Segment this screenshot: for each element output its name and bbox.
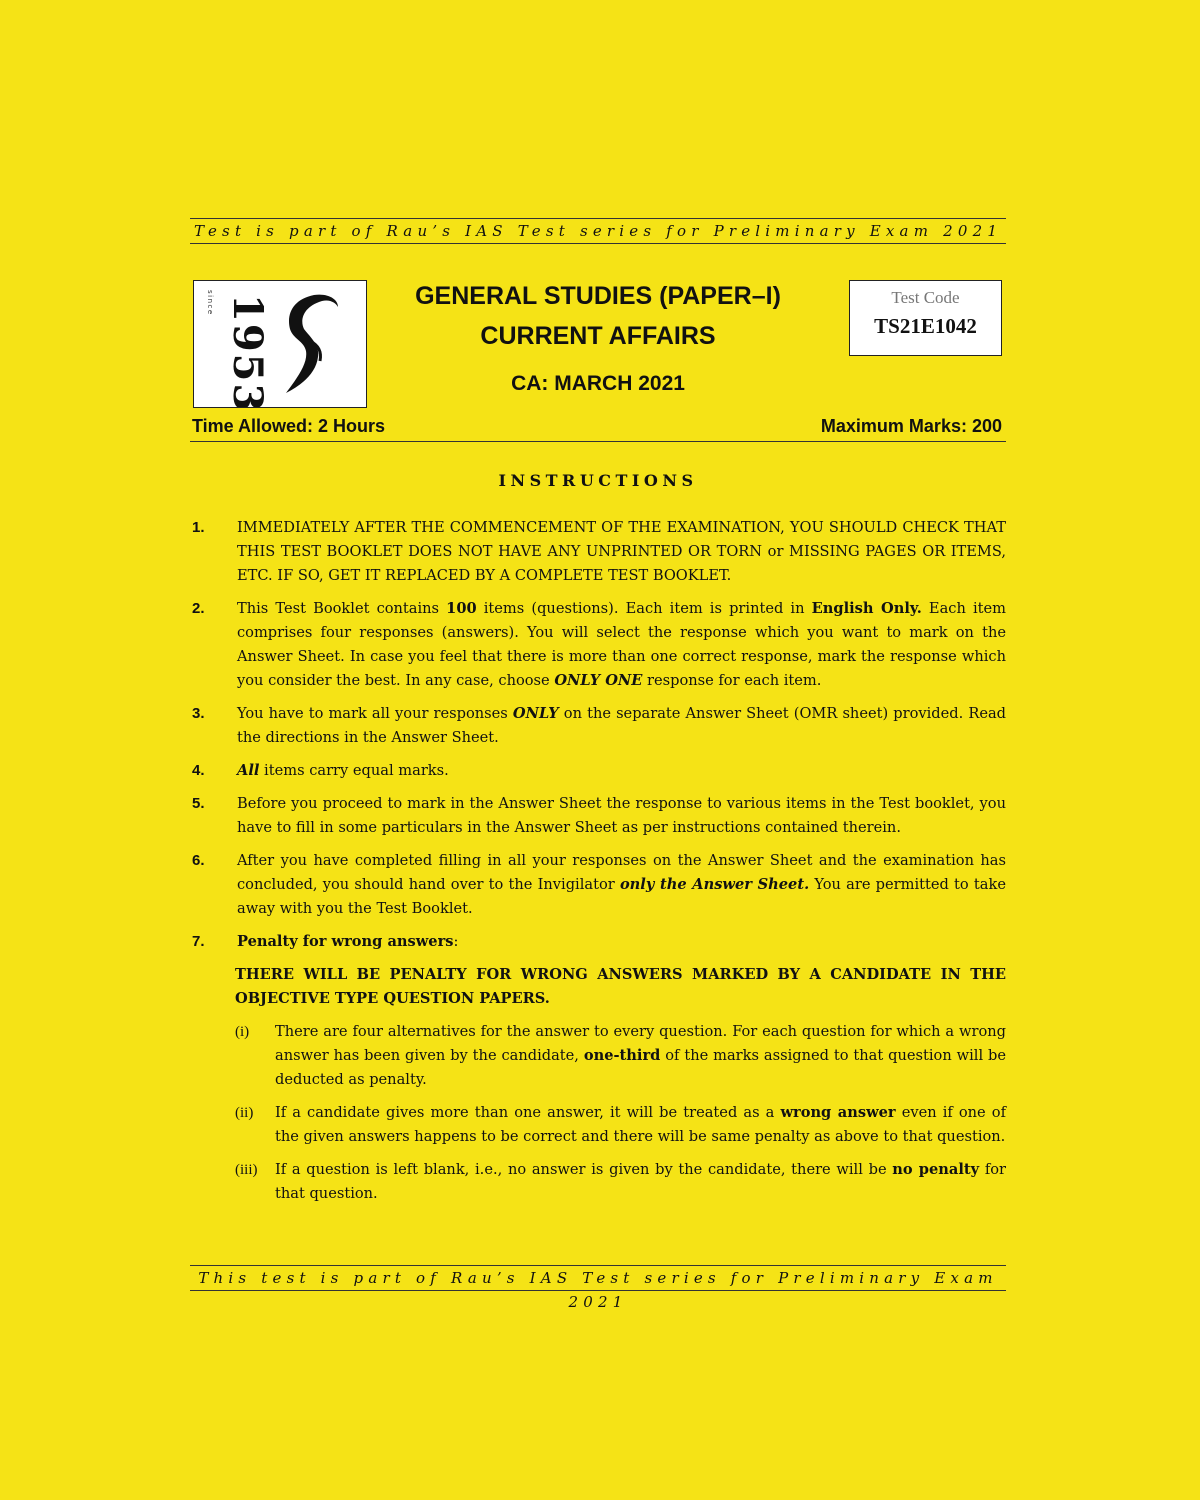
time-allowed: Time Allowed: 2 Hours xyxy=(192,416,386,436)
exam-cover xyxy=(190,218,1006,1215)
paper-subject: CURRENT AFFAIRS xyxy=(480,322,716,350)
sub-item xyxy=(235,1020,1006,1092)
header xyxy=(190,280,1006,445)
sub-item-text: If a question is left blank, i.e., no answer is given by the candidate, there will be no penalty for that question. xyxy=(275,1161,1006,1202)
sub-item xyxy=(235,1101,1006,1149)
sub-item-number: (iii) xyxy=(235,1162,258,1178)
list-item xyxy=(190,516,1006,588)
sub-item-number: (ii) xyxy=(235,1105,254,1121)
logo-mark-icon xyxy=(194,281,366,407)
svg-text:since: since xyxy=(206,290,214,316)
item-text: You have to mark all your responses ONLY on the separate Answer Sheet (OMR sheet) provided. Read the directions in the Answer Sheet. xyxy=(237,705,1006,746)
list-item xyxy=(190,930,1006,954)
item-number: 1. xyxy=(192,519,205,536)
meta-row xyxy=(190,413,1006,442)
instructions-heading: INSTRUCTIONS xyxy=(498,471,698,490)
list-item xyxy=(190,849,1006,921)
item-number: 3. xyxy=(192,705,205,722)
footer xyxy=(190,1265,1006,1311)
top-band: Test is part of Rau’s IAS Test series for Preliminary Exam 2021 xyxy=(190,218,1006,244)
item-number: 6. xyxy=(192,852,205,869)
sub-item-text: There are four alternatives for the answer to every question. For each question for which a wrong answer has been given by the candidate, one-third of the marks assigned to that question will be deducted as penalty. xyxy=(275,1023,1006,1088)
maximum-marks: Maximum Marks: 200 xyxy=(820,416,1002,436)
item-number: 5. xyxy=(192,795,205,812)
sub-item-text: If a candidate gives more than one answer, it will be treated as a wrong answer even if one of the given answers happens to be correct and there will be same penalty as above to that question. xyxy=(275,1104,1006,1145)
instructions-list xyxy=(190,516,1006,1206)
test-code-value: TS21E1042 xyxy=(874,314,977,338)
sub-item xyxy=(235,1158,1006,1206)
item-text: Penalty for wrong answers: xyxy=(237,933,459,950)
svg-text:1953: 1953 xyxy=(224,294,271,407)
sub-item-number: (i) xyxy=(235,1024,250,1040)
item-text: Before you proceed to mark in the Answer Sheet the response to various items in the Test booklet, you have to fill in some particulars in the Answer Sheet as per instructions contained therein. xyxy=(237,795,1006,836)
list-item xyxy=(190,597,1006,693)
test-code-label: Test Code xyxy=(891,288,960,307)
list-item xyxy=(190,759,1006,783)
list-item xyxy=(190,702,1006,750)
bottom-band: This test is part of Rau’s IAS Test series for Preliminary Exam 2021 xyxy=(190,1265,1006,1291)
item-number: 2. xyxy=(192,600,205,617)
item-text: After you have completed filling in all your responses on the Answer Sheet and the examination has concluded, you should hand over to the Invigilator only the Answer Sheet. You are permitted to take away with you the Test Booklet. xyxy=(237,852,1006,917)
item-text: All items carry equal marks. xyxy=(237,762,449,779)
logo xyxy=(193,280,367,408)
list-item xyxy=(190,792,1006,840)
paper-edition: CA: MARCH 2021 xyxy=(511,372,685,395)
item-text: This Test Booklet contains 100 items (questions). Each item is printed in English Only. Each item comprises four responses (answers). You will select the response which you want to mark on the Answer Sheet. In case you feel that there is more than one correct response, mark the response which you consider the best. In any case, choose ONLY ONE response for each item. xyxy=(237,600,1006,689)
item-number: 4. xyxy=(192,762,205,779)
item-text: IMMEDIATELY AFTER THE COMMENCEMENT OF THE EXAMINATION, YOU SHOULD CHECK THAT THIS TEST BOOKLET DOES NOT HAVE ANY UNPRINTED OR TORN or MISSING PAGES OR ITEMS, ETC. IF SO, GET IT REPLACED BY A COMPLETE TEST BOOKLET. xyxy=(237,519,1006,584)
title-block xyxy=(380,280,816,398)
paper-title: GENERAL STUDIES (PAPER–I) xyxy=(415,282,781,310)
item-number: 7. xyxy=(192,933,205,950)
test-code-box xyxy=(849,280,1002,356)
penalty-notice: THERE WILL BE PENALTY FOR WRONG ANSWERS MARKED BY A CANDIDATE IN THE OBJECTIVE TYPE QUESTION PAPERS. xyxy=(235,966,1006,1007)
